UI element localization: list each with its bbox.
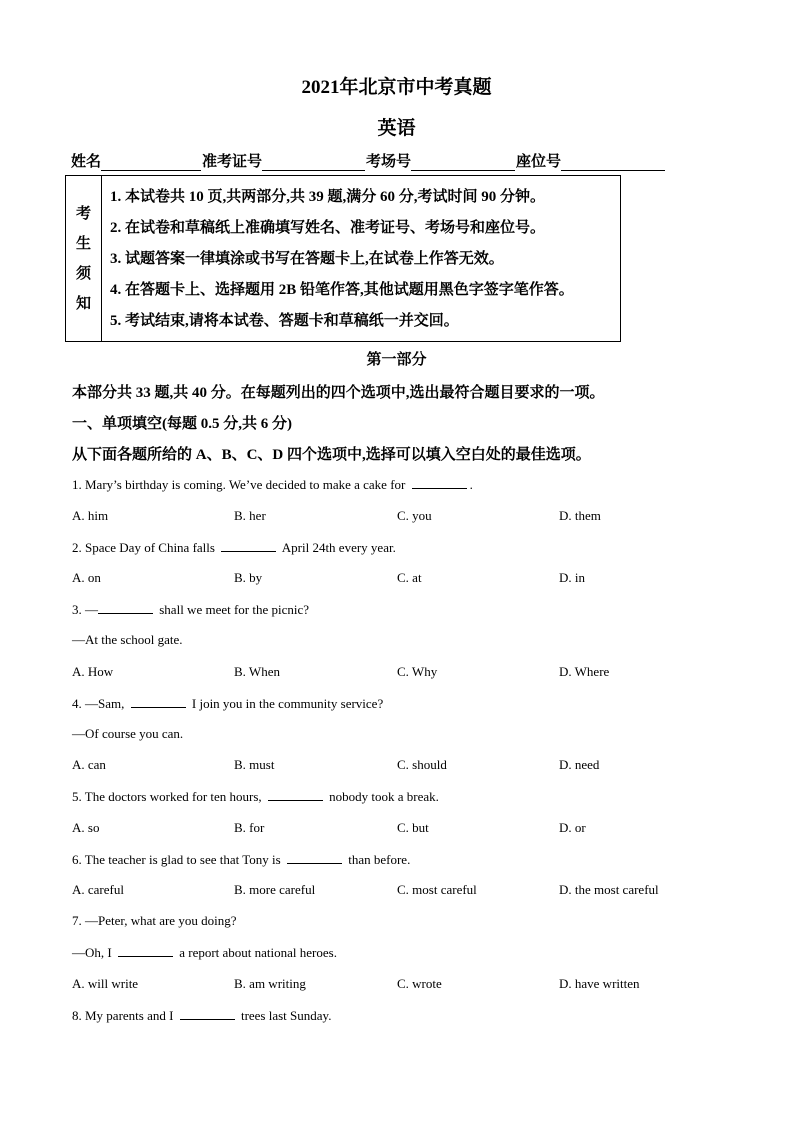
option-a: A. How [72,664,114,679]
option-b: B. When [234,664,280,679]
question-1 [72,476,473,493]
option-b: B. am writing [234,976,306,991]
question-5 [72,788,439,805]
question-text: trees last Sunday. [237,1008,332,1023]
option-c: C. Why [397,664,438,679]
question-text: April 24th every year. [279,540,396,555]
option-b: B. for [234,820,265,835]
question-text: shall we meet for the picnic? [156,602,310,617]
option-d: D. need [559,757,600,772]
notice-side-label [66,176,102,341]
part-title: 第一部分 [366,352,427,368]
question-3 [72,601,309,618]
option-a: A. so [72,820,100,835]
option-c: C. but [397,820,429,835]
page-title: 2021年北京市中考真题 [301,77,492,98]
option-a: A. careful [72,882,124,897]
question-text: 3. — [72,602,98,617]
option-c: C. most careful [397,882,477,897]
question-text: 1. Mary’s birthday is coming. We’ve decided to make a cake for [72,477,409,492]
question-text: than before. [344,852,411,867]
option-d: D. them [559,508,601,523]
option-a: A. him [72,508,109,523]
option-d: D. or [559,820,586,835]
question-text: —Oh, I [72,945,115,960]
subject-title: 英语 [377,118,416,139]
room-number-blank [411,156,515,171]
question-8 [72,1007,331,1024]
option-a: A. can [72,757,106,772]
option-b: B. more careful [234,882,316,897]
option-d: D. have written [559,976,640,991]
name-label: 姓名 [71,154,102,170]
question-7-reply [72,944,337,961]
option-c: C. you [397,508,432,523]
candidate-info-fields [71,150,666,171]
answer-blank [221,539,276,552]
answer-blank [287,851,342,864]
question-text: . [469,477,473,492]
seat-number-label: 座位号 [516,154,562,170]
question-text: a report about national heroes. [175,945,337,960]
question-text: 6. The teacher is glad to see that Tony is [72,852,284,867]
notice-side-char: 知 [75,295,91,312]
answer-blank [180,1007,235,1020]
question-text: I join you in the community service? [188,696,384,711]
section-title: 一、单项填空(每题 0.5 分,共 6 分) [72,416,292,432]
option-b: B. her [234,508,266,523]
answer-blank [412,476,467,489]
option-b: B. must [234,757,275,772]
option-a: A. on [72,570,101,585]
option-a: A. will write [72,976,139,991]
question-text: nobody took a break. [325,789,439,804]
option-d: D. Where [559,664,610,679]
notice-item: 1. 本试卷共 10 页,共两部分,共 39 题,满分 60 分,考试时间 90 分钟。 [110,189,546,205]
question-text: 8. My parents and I [72,1008,177,1023]
notice-item: 4. 在答题卡上、选择题用 2B 铅笔作答,其他试题用黑色字签字笔作答。 [110,282,574,298]
seat-number-blank [561,156,665,171]
question-text: 5. The doctors worked for ten hours, [72,789,265,804]
notice-item: 5. 考试结束,请将本试卷、答题卡和草稿纸一并交回。 [110,313,459,329]
part-intro: 本部分共 33 题,共 40 分。在每题列出的四个选项中,选出最符合题目要求的一项。 [72,385,605,401]
question-4 [72,695,383,712]
question-7: 7. —Peter, what are you doing? [72,913,237,928]
notice-side-char: 须 [75,265,91,282]
option-d: D. the most careful [559,882,659,897]
notice-list [110,185,574,340]
question-4-reply: —Of course you can. [72,726,184,741]
exam-id-blank [262,156,365,171]
question-text: 4. —Sam, [72,696,128,711]
answer-blank [268,788,323,801]
option-c: C. wrote [397,976,442,991]
notice-side-char: 生 [75,235,91,252]
option-d: D. in [559,570,585,585]
question-2 [72,539,396,556]
notice-item: 3. 试题答案一律填涂或书写在答题卡上,在试卷上作答无效。 [110,251,504,267]
name-blank [101,156,201,171]
room-number-label: 考场号 [366,154,412,170]
section-instruction: 从下面各题所给的 A、B、C、D 四个选项中,选择可以填入空白处的最佳选项。 [72,447,591,463]
answer-blank [98,601,153,614]
notice-side-char: 考 [75,205,91,222]
exam-id-label: 准考证号 [202,154,263,170]
exam-notice-box [65,175,621,342]
answer-blank [118,944,173,957]
option-b: B. by [234,570,263,585]
question-3-reply: —At the school gate. [72,632,183,647]
question-6 [72,851,410,868]
option-c: C. at [397,570,422,585]
answer-blank [131,695,186,708]
question-text: 2. Space Day of China falls [72,540,219,555]
notice-item: 2. 在试卷和草稿纸上准确填写姓名、准考证号、考场号和座位号。 [110,220,546,236]
option-c: C. should [397,757,447,772]
